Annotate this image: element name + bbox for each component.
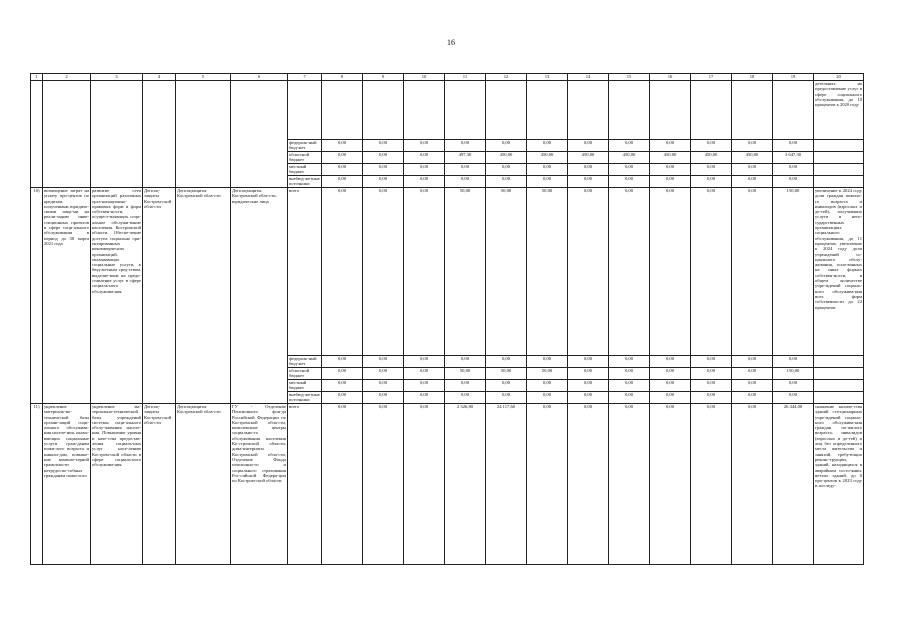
item10-recipient: Депсоцзащиты Костромской обла-сти, юридические лица: [231, 188, 288, 404]
column-number-14: 14: [568, 74, 609, 81]
amount-cell: 0,00: [609, 140, 650, 152]
target-indicator-empty: [814, 368, 864, 380]
column-number-5: 5: [176, 74, 231, 81]
item11-target-indicator: снижение количе-ства зданий ста-ционарных учре-ждений социаль-ного обслужива-ния граждан по-жилого возраста, инвалидов (взрослых и де-тей) и лиц без определенного места жительства и занятий, требу-ющих реконс-трукции, зданий, находящихся в аварийном состо-янии, ветхих зданий, до 0 про-центов к 2023 году и последу-: [814, 404, 864, 565]
total-amount-cell: 0,00: [732, 188, 773, 356]
amount-cell: 0,00: [404, 152, 445, 164]
amount-cell: 0,00: [322, 152, 363, 164]
amount-cell: 0,00: [445, 392, 486, 404]
amount-cell: 0,00: [363, 152, 404, 164]
amount-cell: 0,00: [609, 176, 650, 188]
amount-cell: 0,00: [527, 356, 568, 368]
amount-cell: 0,00: [322, 164, 363, 176]
item11-total-label: всего: [288, 404, 322, 565]
amount-cell: 0,00: [568, 140, 609, 152]
amount-cell: 0,00: [363, 176, 404, 188]
amount-cell: 0,00: [445, 176, 486, 188]
program-table: [30, 73, 864, 565]
amount-cell: 450,00: [609, 152, 650, 164]
amount-cell: 0,00: [773, 140, 814, 152]
target-indicator-empty: [814, 176, 864, 188]
amount-cell: 0,00: [527, 392, 568, 404]
amount-cell: 0,00: [486, 356, 527, 368]
amount-cell: 0,00: [650, 164, 691, 176]
item11-coexecutor: Депсоц-защиты Костром-ской обла-сти: [143, 404, 176, 565]
amount-cell: 450,00: [486, 152, 527, 164]
amount-cell: 0,00: [568, 380, 609, 392]
funding-source-label: внебюд-жетные источники: [289, 392, 320, 403]
amount-cell: 0,00: [445, 140, 486, 152]
continuation-target-row: [31, 81, 864, 140]
amount-cell: 0,00: [486, 176, 527, 188]
total-amount-cell: 50,00: [527, 188, 568, 356]
item10-customer: Депсоцзащиты Костромской обла-сти: [176, 188, 231, 404]
amount-cell: 0,00: [773, 164, 814, 176]
amount-cell: 0,00: [691, 368, 732, 380]
column-number-11: 11: [445, 74, 486, 81]
amount-cell: 0,00: [363, 380, 404, 392]
amount-cell: 0,00: [732, 140, 773, 152]
column-number-20: 20: [814, 74, 864, 81]
amount-cell: 0,00: [773, 380, 814, 392]
amount-cell: 0,00: [445, 380, 486, 392]
amount-cell: 0,00: [527, 176, 568, 188]
total-amount-cell: 0,00: [691, 404, 732, 565]
total-amount-cell: 0,00: [609, 404, 650, 565]
funding-source-label: федераль-ный бюд-жет: [288, 140, 322, 152]
amount-cell: 3 647,30: [773, 152, 814, 164]
amount-cell: 0,00: [363, 392, 404, 404]
item10-number: 10): [31, 188, 43, 404]
amount-cell: 0,00: [486, 392, 527, 404]
total-amount-cell: 0,00: [691, 188, 732, 356]
column-number-10: 10: [404, 74, 445, 81]
amount-cell: 0,00: [404, 392, 445, 404]
amount-cell: 0,00: [609, 164, 650, 176]
funding-source-label: областной бюджет: [288, 368, 322, 380]
amount-cell: 0,00: [404, 356, 445, 368]
amount-cell: 450,00: [732, 152, 773, 164]
amount-cell: 0,00: [650, 368, 691, 380]
amount-cell: 0,00: [363, 368, 404, 380]
amount-cell: 0,00: [732, 164, 773, 176]
amount-cell: 0,00: [691, 380, 732, 392]
total-amount-cell: 0,00: [650, 188, 691, 356]
amount-cell: 0,00: [527, 380, 568, 392]
amount-cell: 0,00: [773, 392, 814, 404]
amount-cell: 50,00: [527, 368, 568, 380]
column-number-7: 7: [288, 74, 322, 81]
amount-cell: 0,00: [568, 392, 609, 404]
amount-cell: 450,00: [527, 152, 568, 164]
amount-cell: 0,00: [650, 392, 691, 404]
column-number-1: 1: [31, 74, 43, 81]
amount-cell: 0,00: [322, 368, 363, 380]
amount-cell: 0,00: [363, 164, 404, 176]
amount-cell: 0,00: [527, 140, 568, 152]
column-number-13: 13: [527, 74, 568, 81]
column-number-4: 4: [143, 74, 176, 81]
total-amount-cell: 24 117,60: [486, 404, 527, 565]
amount-cell: 0,00: [404, 176, 445, 188]
amount-cell: 0,00: [732, 392, 773, 404]
amount-cell: 0,00: [732, 380, 773, 392]
amount-cell: 50,00: [486, 368, 527, 380]
item11-direction: укрепление ма-териально-технической базы учреждений системы соци-ального обслу-живания населе-ния. Повышение уровня и каче-ства предостав-ления социаль-ных услуг насе-лению Костром-ской области в сфере социаль-ного обслужива-ния: [91, 404, 143, 565]
amount-cell: 0,00: [650, 356, 691, 368]
total-amount-cell: 0,00: [609, 188, 650, 356]
item11-recipient: ГУ - Отделение Пенсионного фон-да Российской Федерации по Костромской обла-сти, комплексные центры социально-го обслуживания населения Ко-стромской области, дома-интернаты Костромской обла-сти, Отделение Фонда пенсионно-го и социального страхования Рос-сийской Федера-ции по Костром-ской области: [231, 404, 288, 565]
column-number-8: 8: [322, 74, 363, 81]
column-number-16: 16: [650, 74, 691, 81]
item10-coexecutor: Депсоц-защиты Костром-ской обла-сти: [143, 188, 176, 404]
column-number-19: 19: [773, 74, 814, 81]
total-amount-cell: 50,00: [486, 188, 527, 356]
item10-total-label: всего: [288, 188, 322, 356]
amount-cell: 0,00: [404, 380, 445, 392]
column-number-18: 18: [732, 74, 773, 81]
amount-cell: 0,00: [404, 140, 445, 152]
amount-cell: 0,00: [568, 368, 609, 380]
amount-cell: 0,00: [609, 392, 650, 404]
amount-cell: 0,00: [445, 356, 486, 368]
total-amount-cell: 0,00: [404, 404, 445, 565]
total-amount-cell: 0,00: [322, 188, 363, 356]
total-amount-cell: 0,00: [404, 188, 445, 356]
amount-cell: 0,00: [609, 368, 650, 380]
column-number-3: 3: [91, 74, 143, 81]
amount-cell: 497,30: [445, 152, 486, 164]
amount-cell: 0,00: [568, 356, 609, 368]
amount-cell: 0,00: [691, 164, 732, 176]
total-amount-cell: 0,00: [527, 404, 568, 565]
amount-cell: 0,00: [363, 356, 404, 368]
funding-source-label: местный бюджет: [288, 380, 322, 392]
amount-cell: 0,00: [322, 140, 363, 152]
amount-cell: 150,00: [773, 368, 814, 380]
amount-cell: 0,00: [609, 356, 650, 368]
funding-source-label: местный бюджет: [288, 164, 322, 176]
amount-cell: 0,00: [322, 356, 363, 368]
amount-cell: 0,00: [445, 164, 486, 176]
amount-cell: 0,00: [322, 392, 363, 404]
item11-number: 11): [31, 404, 43, 565]
item10-target-indicator: увеличение к 2024 году доли граждан пожило-го возраста и инвалидов (взрослых и де-тей), получивших услуги в него-сударственных организациях социального обслуживания, до 11 процентов; увеличение к 2024 году доли учреждений со-циального обслу-живания, осно-ванных на иных формах собствен-ности, в общем количестве учре-ждений социаль-ного обслужива-ния всех форм собственности до 22 процентов: [814, 188, 864, 356]
amount-cell: 50,00: [445, 368, 486, 380]
continuation-target: детельных на предоставление услуг в сфере социального обслуживания, до 10 процентов к 2020 году: [814, 81, 864, 140]
amount-cell: 0,00: [650, 140, 691, 152]
total-amount-cell: 50,00: [445, 188, 486, 356]
target-indicator-empty: [814, 392, 864, 404]
total-amount-cell: 26 444,00: [773, 404, 814, 565]
amount-cell: 0,00: [609, 380, 650, 392]
column-number-9: 9: [363, 74, 404, 81]
target-indicator-empty: [814, 164, 864, 176]
amount-cell: 0,00: [773, 176, 814, 188]
target-indicator-empty: [814, 356, 864, 368]
total-amount-cell: 0,00: [363, 188, 404, 356]
amount-cell: 0,00: [486, 140, 527, 152]
total-amount-cell: 0,00: [650, 404, 691, 565]
amount-cell: 0,00: [773, 356, 814, 368]
amount-cell: 450,00: [691, 152, 732, 164]
amount-cell: 0,00: [650, 380, 691, 392]
column-number-6: 6: [231, 74, 288, 81]
amount-cell: 0,00: [363, 140, 404, 152]
funding-source-label: областной бюджет: [288, 152, 322, 164]
amount-cell: 0,00: [732, 356, 773, 368]
item11-name: укрепление материаль-но-технической базы органи-заций соци-ального обслужива-ния населе-ния, оказы-вающих социальные услуги граж-данам пожи-лого возраста и инвали-дам, повыше-ние компью-терной грамотности нетрудоспо-собных гражданам пожи-лого: [43, 404, 91, 565]
total-amount-cell: 0,00: [568, 404, 609, 565]
amount-cell: 0,00: [691, 176, 732, 188]
amount-cell: 450,00: [568, 152, 609, 164]
item10-name: возмещение затрат на уплату про-центов по кредитам, полученным юридиче-скими лица-ми на реали-зацию инве-стиционных проектов в сфере соци-ального обслуживания в период до 30 марта 2021 года: [43, 188, 91, 404]
amount-cell: 0,00: [732, 176, 773, 188]
item11-total-row: [31, 404, 864, 565]
amount-cell: 450,00: [650, 152, 691, 164]
target-indicator-empty: [814, 140, 864, 152]
amount-cell: 0,00: [322, 380, 363, 392]
amount-cell: 0,00: [404, 368, 445, 380]
total-amount-cell: 0,00: [732, 404, 773, 565]
amount-cell: 0,00: [527, 164, 568, 176]
item10-total-row: [31, 188, 864, 356]
amount-cell: 0,00: [486, 164, 527, 176]
total-amount-cell: 0,00: [322, 404, 363, 565]
total-amount-cell: 0,00: [363, 404, 404, 565]
amount-cell: 0,00: [650, 176, 691, 188]
amount-cell: 0,00: [691, 356, 732, 368]
total-amount-cell: 0,00: [568, 188, 609, 356]
amount-cell: 0,00: [732, 368, 773, 380]
column-number-row: [31, 74, 864, 81]
target-indicator-empty: [814, 152, 864, 164]
amount-cell: 0,00: [486, 380, 527, 392]
target-indicator-empty: [814, 380, 864, 392]
amount-cell: 0,00: [691, 392, 732, 404]
amount-cell: 0,00: [568, 176, 609, 188]
total-amount-cell: 2 326,80: [445, 404, 486, 565]
column-number-17: 17: [691, 74, 732, 81]
item11-customer: Депсоцзащиты Костромской обла-сти: [176, 404, 231, 565]
total-amount-cell: 150,00: [773, 188, 814, 356]
item10-direction: развитие сети организаций различных орга-низационно-правовых форм и форм собствен-ности, осущест-вляющих соци-альное обслужи-вание населения Костромской области. Обеспе-чение доступа социально ори-ентированных некоммерческих организаций, оказывающих социальные услуги, к бюд-жетным сред-ствам, выделяе-мым на предо-ставление услуг в сфере социаль-ного обслужива-ния: [91, 188, 143, 404]
amount-cell: 0,00: [691, 140, 732, 152]
column-number-12: 12: [486, 74, 527, 81]
column-number-15: 15: [609, 74, 650, 81]
funding-source-label: федераль-ный бюд-жет: [288, 356, 322, 368]
funding-source-label: внебюд-жетные источники: [289, 176, 320, 187]
page-number: 16: [447, 38, 455, 47]
amount-cell: 0,00: [404, 164, 445, 176]
amount-cell: 0,00: [568, 164, 609, 176]
amount-cell: 0,00: [322, 176, 363, 188]
column-number-2: 2: [43, 74, 91, 81]
